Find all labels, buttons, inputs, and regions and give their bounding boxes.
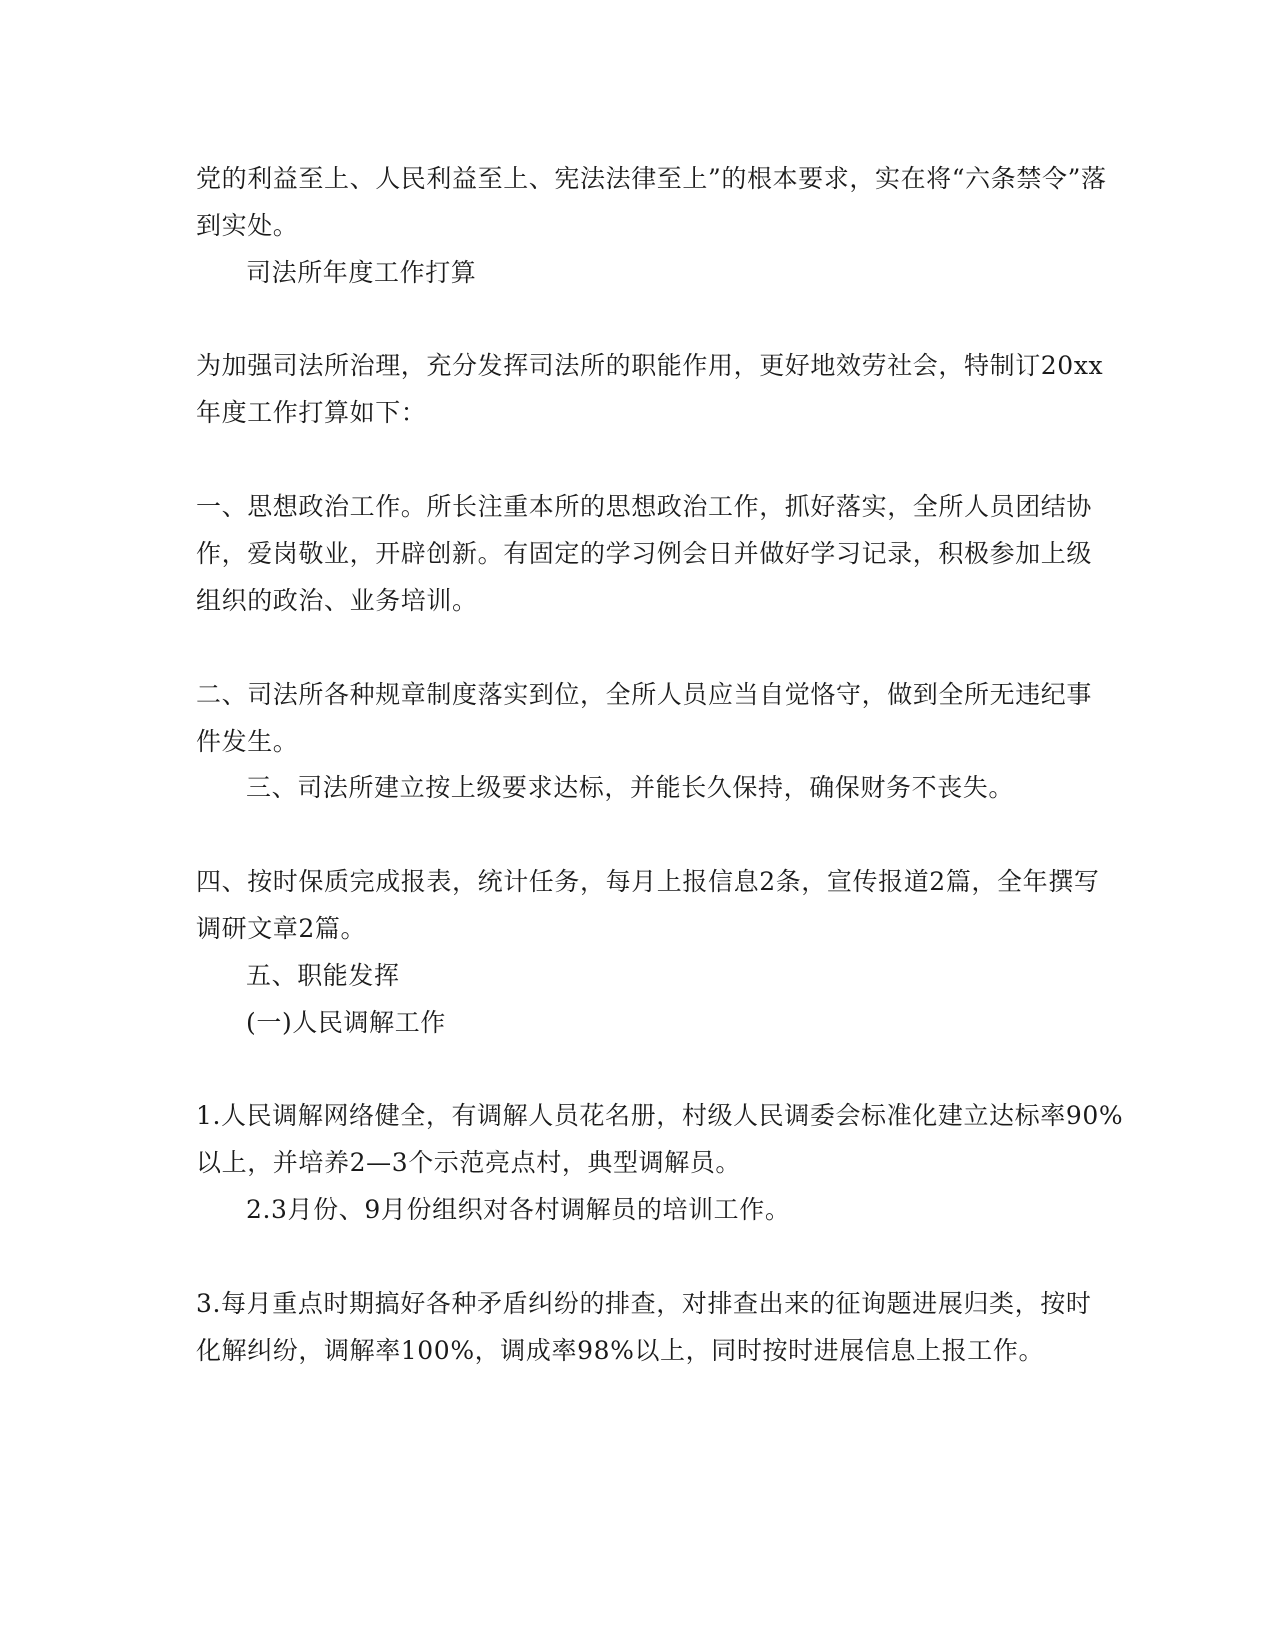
subsection-heading: (一)人民调解工作 <box>246 1008 446 1037</box>
body-text-line: 二、司法所各种规章制度落实到位，全所人员应当自觉恪守，做到全所无违纪事 <box>196 680 1093 709</box>
body-text-line: 一、思想政治工作。所长注重本所的思想政治工作，抓好落实，全所人员团结协 <box>196 492 1093 521</box>
body-text-line: 化解纠纷，调解率100%，调成率98%以上，同时按时进展信息上报工作。 <box>196 1336 1045 1365</box>
section-title: 司法所年度工作打算 <box>246 258 477 287</box>
body-text-line: 以上，并培养2—3个示范亮点村，典型调解员。 <box>196 1148 742 1177</box>
body-text-line: 作，爱岗敬业，开辟创新。有固定的学习例会日并做好学习记录，积极参加上级 <box>196 539 1093 568</box>
body-text-line: 到实处。 <box>196 211 299 240</box>
body-text-line: 为加强司法所治理，充分发挥司法所的职能作用，更好地效劳社会，特制订20xx <box>196 351 1104 380</box>
body-text-line: 件发生。 <box>196 727 299 756</box>
body-text-line: 组织的政治、业务培训。 <box>196 586 478 615</box>
body-text-line: 三、司法所建立按上级要求达标，并能长久保持，确保财务不丧失。 <box>246 773 1015 802</box>
body-text-line: 3.每月重点时期搞好各种矛盾纠纷的排查，对排查出来的征询题进展归类，按时 <box>196 1289 1092 1318</box>
body-text-line: 调研文章2篇。 <box>196 914 367 943</box>
body-text-line: 党的利益至上、人民利益至上、宪法法律至上”的根本要求，实在将“六条禁令”落 <box>196 164 1107 193</box>
body-text-line: 四、按时保质完成报表，统计任务，每月上报信息2条，宣传报道2篇，全年撰写 <box>196 867 1100 896</box>
body-text-line: 2.3月份、9月份组织对各村调解员的培训工作。 <box>246 1195 791 1224</box>
section-heading: 五、职能发挥 <box>246 961 400 990</box>
body-text-line: 1.人民调解网络健全，有调解人员花名册，村级人民调委会标准化建立达标率90% <box>196 1101 1124 1130</box>
body-text-line: 年度工作打算如下： <box>196 398 427 427</box>
